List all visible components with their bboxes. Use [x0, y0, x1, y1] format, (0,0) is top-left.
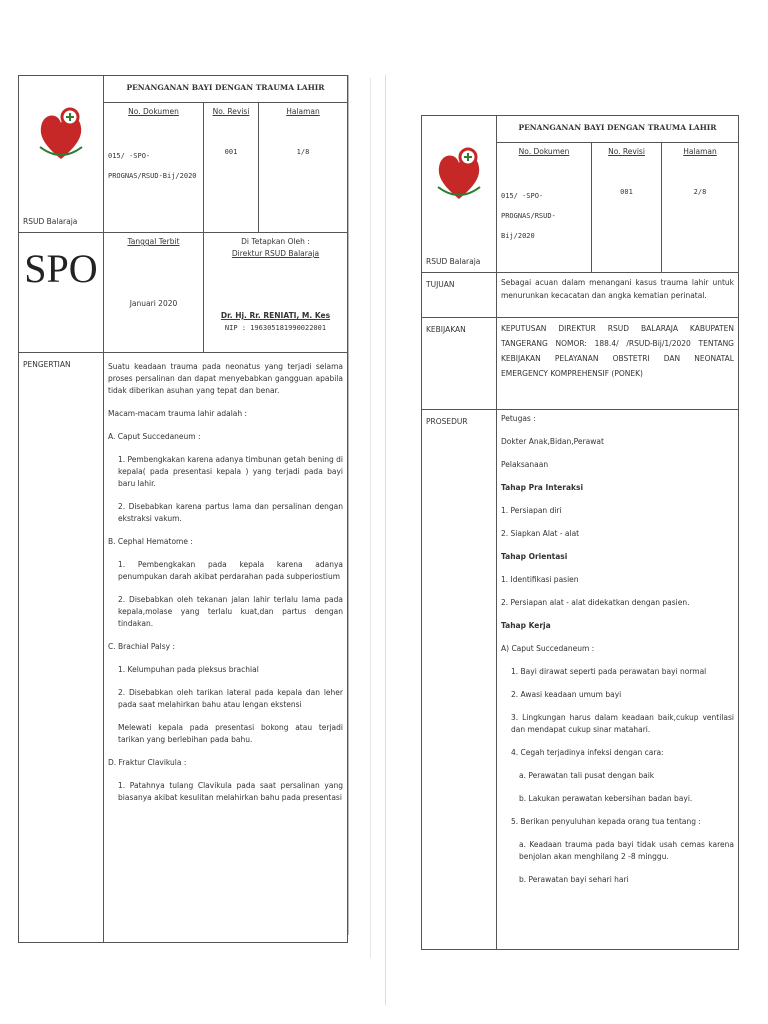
list-item: 2. Disebabkan oleh tekanan jalan lahir terlalu lama pada kepala,molase yang terlalu kuat,dan partus dengan tindakan.: [118, 595, 343, 628]
list-item: 2. Siapkan Alat - alat: [501, 529, 580, 538]
list-item: Petugas :: [501, 414, 536, 423]
list-item: b. Lakukan perawatan kebersihan badan bayi.: [519, 794, 693, 803]
signed-role: Direktur RSUD Balaraja: [231, 249, 320, 258]
page-gutter: [370, 78, 371, 958]
list-item: 1. Patahnya tulang Clavikula pada saat persalinan yang biasanya akibat kesulitan melahirkan bahu pada presentasi: [118, 781, 343, 802]
list-item: 5. Berikan penyuluhan kepada orang tua tentang :: [511, 817, 701, 826]
spo-label: SPO: [19, 233, 104, 353]
list-item: 4. Cegah terjadinya infeksi dengan cara:: [511, 748, 664, 757]
list-item: Pelaksanaan: [501, 460, 549, 469]
revision-label: No. Revisi: [212, 107, 250, 117]
page-cell: [259, 103, 348, 233]
list-item: 1. Persiapan diri: [501, 506, 562, 515]
list-item: b. Perawatan bayi sehari hari: [519, 875, 629, 884]
list-item: 1. Kelumpuhan pada pleksus brachial: [118, 665, 259, 674]
header-table: [421, 115, 739, 950]
section-body-prosedur: [497, 410, 739, 950]
date-value: Januari 2020: [129, 299, 178, 308]
hospital-logo-icon: [432, 137, 487, 207]
section-body-kebijakan: KEPUTUSAN DIREKTUR RSUD BALARAJA KABUPATEN TANGERANG NOMOR: 188.4/ /RSUD-Bij/1/2020 TENTANG KEBIJAKAN PELAYANAN OBSTETRI DAN NEONATAL EMERGENCY KOMPREHENSIF (PONEK): [497, 318, 739, 410]
list-item: 2. Awasi keadaan umum bayi: [511, 690, 622, 699]
list-heading: C. Brachial Palsy :: [108, 642, 175, 651]
date-cell: [104, 233, 204, 353]
document-page-2: [385, 75, 746, 1005]
hospital-label: RSUD Balaraja: [23, 217, 78, 226]
list-item: Melewati kepala pada presentasi bokong atau terjadi tarikan yang berlebihan pada bahu.: [118, 723, 343, 744]
list-item: 1. Pembengkakan karena adanya timbunan getah bening di kepala( pada presentasi kepala ) yang terjadi pada bayi baru lahir.: [118, 455, 343, 488]
page-value: 2/8: [693, 188, 707, 197]
paragraph: Suatu keadaan trauma pada neonatus yang terjadi selama proses persalinan dan dapat menyebabkan gangguan apabila tidak diberikan asuhan yang tepat dan benar.: [108, 362, 343, 395]
revision-value: 001: [224, 148, 238, 157]
hospital-logo-icon: [34, 97, 89, 167]
doc-number-label: No. Dokumen: [518, 147, 570, 157]
list-item: a. Keadaan trauma pada bayi tidak usah cemas karena benjolan akan menghilang 2 -8 minggu.: [519, 840, 734, 861]
doc-number-label: No. Dokumen: [128, 107, 179, 117]
step-heading: Tahap Pra Interaksi: [501, 483, 584, 492]
page-label: Halaman: [683, 147, 717, 157]
list-heading: A. Caput Succedaneum :: [108, 432, 201, 441]
list-item: 3. Lingkungan harus dalam keadaan baik,cukup ventilasi dan mendapat cukup sinar matahari.: [511, 713, 734, 734]
step-heading: Tahap Kerja: [501, 621, 551, 630]
document-title: PENANGANAN BAYI DENGAN TRAUMA LAHIR: [497, 116, 739, 143]
section-label-prosedur: PROSEDUR: [422, 410, 497, 950]
hospital-label: RSUD Balaraja: [426, 257, 481, 266]
doc-number-cell: [104, 103, 204, 233]
signed-label: Di Tetapkan Oleh :: [241, 237, 310, 246]
revision-cell: [204, 103, 259, 233]
doc-number-value: 015/ -SPO-PROGNAS/RSUD-Bij/2020: [501, 192, 556, 241]
header-table: [18, 75, 348, 943]
signer-nip: NIP : 196305181990022001: [224, 324, 327, 332]
document-page-1: [18, 75, 349, 935]
list-item: a. Perawatan tali pusat dengan baik: [519, 771, 655, 780]
paragraph: Macam-macam trauma lahir adalah :: [108, 409, 248, 418]
list-item: 1. Pembengkakan pada kepala karena adanya penumpukan darah akibat perdarahan pada subperiostium: [118, 560, 343, 581]
page-value: 1/8: [296, 148, 310, 157]
section-label-tujuan: TUJUAN: [422, 273, 497, 318]
list-item: A) Caput Succedaneum :: [501, 644, 595, 653]
section-label-pengertian: PENGERTIAN: [19, 353, 104, 943]
list-heading: B. Cephal Hematome :: [108, 537, 193, 546]
list-item: Dokter Anak,Bidan,Perawat: [501, 437, 604, 446]
signature-cell: [204, 233, 348, 353]
revision-cell: [592, 143, 662, 273]
logo-cell: [19, 76, 104, 233]
document-title: PENANGANAN BAYI DENGAN TRAUMA LAHIR: [104, 76, 348, 103]
list-item: 2. Persiapan alat - alat didekatkan dengan pasien.: [501, 598, 690, 607]
section-body-tujuan: Sebagai acuan dalam menangani kasus trauma lahir untuk menurunkan kecacatan dan angka kematian perinatal.: [497, 273, 739, 318]
page-label: Halaman: [286, 107, 320, 117]
section-body-pengertian: [104, 353, 348, 943]
list-item: 1. Identifikasi pasien: [501, 575, 579, 584]
doc-number-cell: [497, 143, 592, 273]
list-item: 2. Disebabkan oleh tarikan lateral pada kepala dan leher pada saat melahirkan bahu atau lengan ekstensi: [118, 688, 343, 709]
list-item: 2. Disebabkan karena partus lama dan persalinan dengan ekstraksi vakum.: [118, 502, 343, 523]
list-item: 1. Bayi dirawat seperti pada perawatan bayi normal: [511, 667, 707, 676]
revision-label: No. Revisi: [608, 147, 645, 157]
logo-cell: [422, 116, 497, 273]
revision-value: 001: [620, 188, 633, 197]
page-cell: [662, 143, 739, 273]
step-heading: Tahap Orientasi: [501, 552, 568, 561]
list-heading: D. Fraktur Clavikula :: [108, 758, 187, 767]
section-label-kebijakan: KEBIJAKAN: [422, 318, 497, 410]
date-label: Tanggal Terbit: [127, 237, 180, 246]
doc-number-value: 015/ -SPO-PROGNAS/RSUD-Bij/2020: [108, 152, 197, 181]
prosedur-list: [501, 413, 734, 886]
signer-name: Dr. Hj. Rr. RENIATI, M. Kes: [220, 311, 331, 320]
